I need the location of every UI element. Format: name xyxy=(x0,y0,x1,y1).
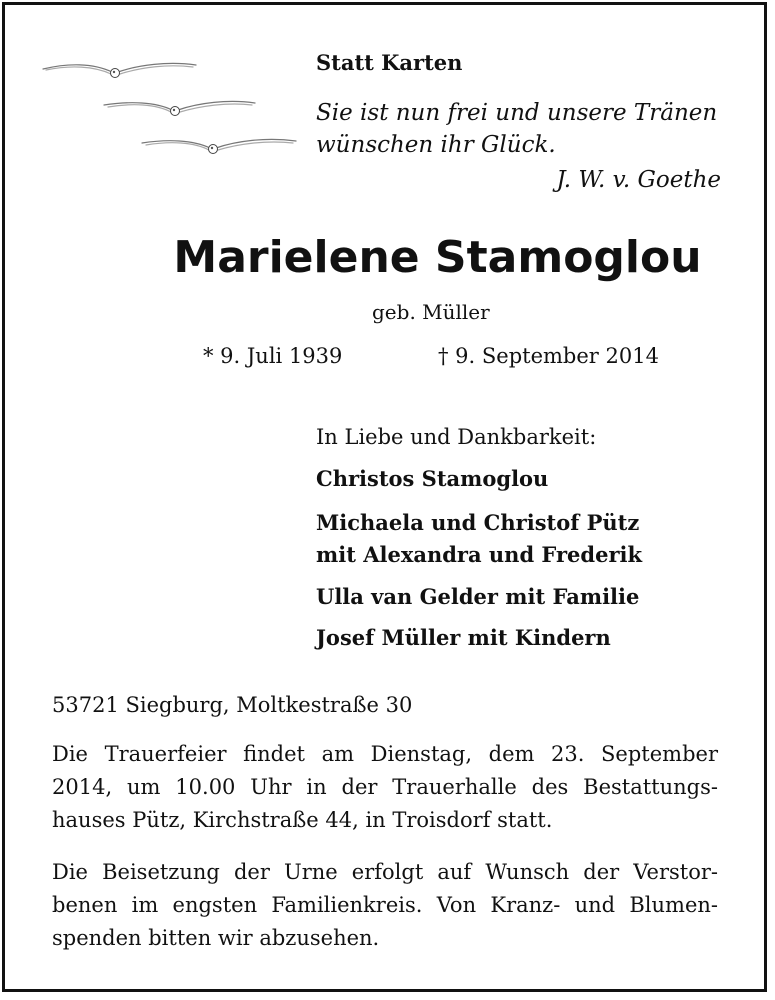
paragraph-line: 2014, um 10.00 Uhr in der Trauerhalle des Bestattungs- xyxy=(52,775,718,799)
burial-info-paragraph xyxy=(52,856,718,955)
paragraph-line: Die Trauerfeier findet am Dienstag, dem 23. September xyxy=(52,742,718,766)
mourners-intro: In Liebe und Dankbarkeit: xyxy=(316,425,597,449)
mourner-name: Michaela und Christof Pütz xyxy=(316,510,640,535)
paragraph-line: Die Beisetzung der Urne erfolgt auf Wunsch der Verstor- xyxy=(52,860,718,884)
mourner-name: Christos Stamoglou xyxy=(316,466,549,491)
birth-date: * 9. Juli 1939 xyxy=(203,344,343,368)
birds-illustration xyxy=(38,55,308,170)
quote-author: J. W. v. Goethe xyxy=(556,167,721,193)
bird-body-2 xyxy=(171,107,180,116)
address: 53721 Siegburg, Moltkestraße 30 xyxy=(52,693,413,717)
death-date: † 9. September 2014 xyxy=(438,344,659,368)
header-label: Statt Karten xyxy=(316,50,463,75)
birth-name: geb. Müller xyxy=(372,300,490,324)
mourner-name: Ulla van Gelder mit Familie xyxy=(316,584,640,609)
mourner-name: mit Alexandra und Frederik xyxy=(316,542,643,567)
quote-line-1: Sie ist nun frei und unsere Tränen xyxy=(316,100,718,126)
bird-body-3 xyxy=(209,145,218,154)
mourner-name: Josef Müller mit Kindern xyxy=(316,625,611,650)
paragraph-line: hauses Pütz, Kirchstraße 44, in Troisdorf statt. xyxy=(52,808,553,832)
bird-body-1 xyxy=(111,69,120,78)
paragraph-line: benen im engsten Familienkreis. Von Kranz- und Blumen- xyxy=(52,893,718,917)
funeral-info-paragraph xyxy=(52,738,718,837)
paragraph-line: spenden bitten wir abzusehen. xyxy=(52,926,380,950)
deceased-name: Marielene Stamoglou xyxy=(173,232,702,283)
quote-line-2: wünschen ihr Glück. xyxy=(316,132,556,158)
